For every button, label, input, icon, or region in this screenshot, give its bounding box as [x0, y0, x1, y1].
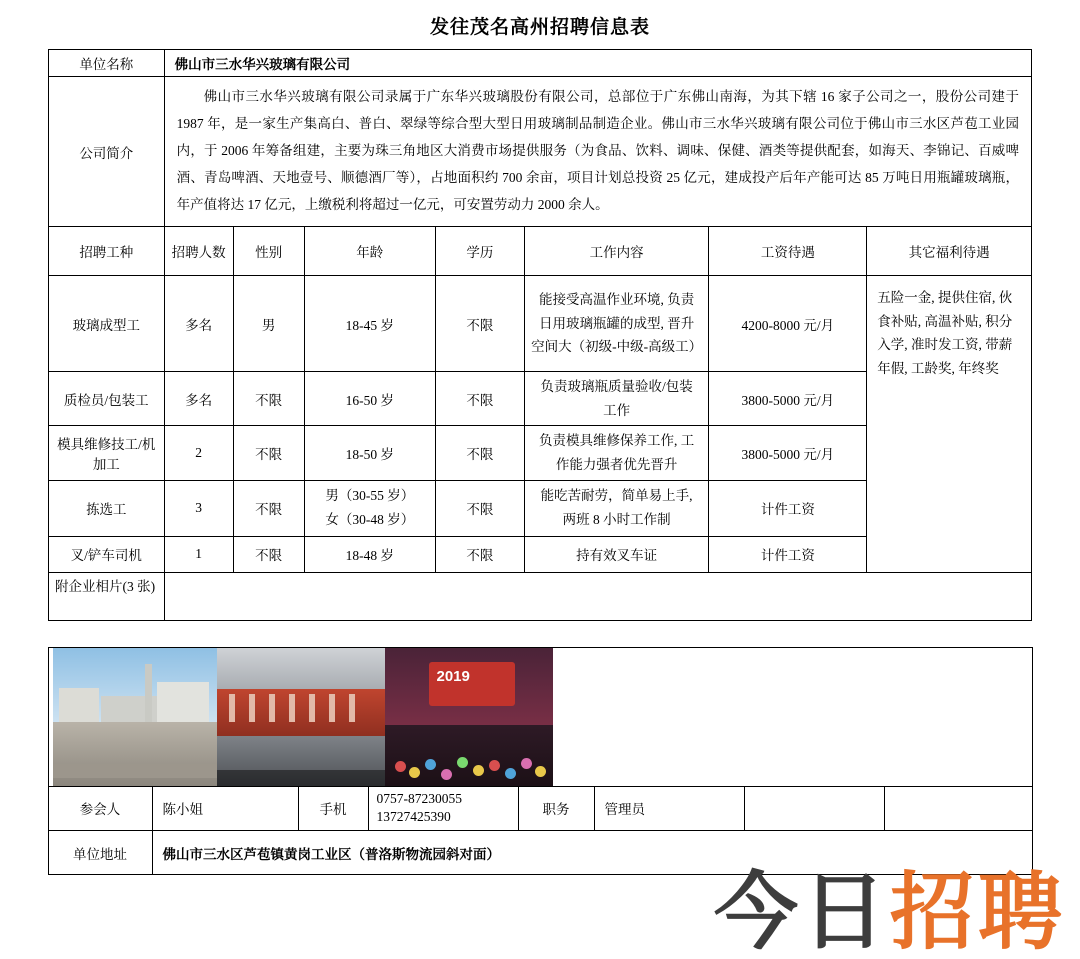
phone-line-2: 13727425390	[376, 809, 451, 825]
job-education: 不限	[435, 372, 524, 426]
company-intro-label: 公司简介	[49, 77, 165, 227]
job-name: 玻璃成型工	[49, 276, 165, 372]
job-education: 不限	[435, 426, 524, 480]
job-age: 18-45 岁	[304, 276, 435, 372]
photo-balloon	[409, 767, 420, 778]
job-gender: 不限	[233, 372, 304, 426]
table-header-row	[49, 227, 1032, 276]
job-count: 2	[164, 426, 233, 480]
contact-empty-cell	[744, 786, 884, 831]
job-content-line: 工作	[603, 402, 631, 418]
photos-cell	[48, 647, 1032, 786]
col-header-count: 招聘人数	[164, 227, 233, 276]
job-name: 叉/铲车司机	[49, 536, 165, 572]
address-row	[48, 831, 1032, 875]
production-line-photo	[217, 648, 385, 786]
col-header-content: 工作内容	[524, 227, 709, 276]
company-intro-text	[164, 77, 1031, 227]
job-content-line: 负责模具维修保养工作, 工	[538, 433, 695, 449]
job-count: 多名	[164, 276, 233, 372]
table-row-job	[49, 276, 1032, 372]
job-salary: 3800-5000 元/月	[709, 372, 867, 426]
photo-building	[59, 688, 99, 722]
photo-roller	[349, 694, 355, 722]
recruitment-table	[48, 49, 1032, 621]
job-age-line: 男（30-55 岁）	[325, 488, 415, 504]
job-content-line: 日用玻璃瓶罐的成型, 晋升	[538, 315, 695, 331]
position-label: 职务	[518, 786, 594, 831]
contact-empty-cell	[884, 786, 1032, 831]
page-title: 发往茂名高州招聘信息表	[429, 17, 650, 38]
job-age: 16-50 岁	[304, 372, 435, 426]
table-row-company-name	[49, 50, 1032, 77]
job-gender: 不限	[233, 426, 304, 480]
contact-row	[48, 786, 1032, 831]
attendee-label: 参会人	[48, 786, 152, 831]
watermark-part-2: 招聘	[889, 865, 1066, 959]
photos-note-label: 附企业相片(3 张)	[49, 572, 165, 620]
job-age-line: 女（30-48 岁）	[325, 512, 415, 527]
job-salary: 计件工资	[709, 536, 867, 572]
position-value: 管理员	[594, 786, 744, 831]
photo-roller	[309, 694, 315, 722]
photo-road	[53, 764, 217, 778]
job-education: 不限	[435, 480, 524, 536]
photos-row	[48, 647, 1032, 786]
phone-value	[368, 786, 518, 831]
company-event-photo	[385, 648, 553, 786]
photo-roller	[329, 694, 335, 722]
table-spacer	[0, 621, 1080, 647]
company-name-value: 佛山市三水华兴玻璃有限公司	[164, 50, 1031, 77]
job-age: 18-50 岁	[304, 426, 435, 480]
job-count: 多名	[164, 372, 233, 426]
photo-balloon	[457, 757, 468, 768]
photo-balloon	[425, 759, 436, 770]
company-intro-paragraph: 佛山市三水华兴玻璃有限公司录属于广东华兴玻璃股份有限公司，总部位于广东佛山南海，为其下辖 16 家子公司之一，股份公司建于 1987 年，是一家生产集高白、普白、翠绿等综合型大型日用玻璃制品制造企业。佛山市三水华兴玻璃有限公司位于佛山市三水区芦苞工业园内，于 2006 年筹备组建，主要为珠三角地区大消费市场提供服务（为食品、饮料、调味、保健、酒类等提供配套，如海天、李锦记、百威啤酒、青岛啤酒、天地壹号、顺德酒厂等），占地面积约 700 余亩，项目计划总投资 25 亿元，建成投产后年产能可达 85 万吨日用瓶罐玻璃瓶，年产值将达 17 亿元，上缴税利将超过一亿元，可安置劳动力 2000 余人。	[176, 89, 1019, 212]
phone-label: 手机	[298, 786, 368, 831]
factory-exterior-photo	[53, 648, 217, 786]
job-content	[524, 276, 709, 372]
photo-building	[157, 682, 209, 722]
job-content-line: 能吃苦耐劳，简单易上手,	[540, 488, 693, 504]
job-content	[524, 372, 709, 426]
job-gender: 男	[233, 276, 304, 372]
photo-roller	[249, 694, 255, 722]
photo-balloon	[521, 758, 532, 769]
photo-balloon	[395, 761, 406, 772]
job-name: 模具维修技工/机加工	[49, 426, 165, 480]
col-header-salary: 工资待遇	[709, 227, 867, 276]
watermark-part-1: 今日	[713, 865, 890, 959]
phone-line-1: 0757-87230055	[376, 790, 462, 806]
job-salary: 计件工资	[709, 480, 867, 536]
photo-roller	[269, 694, 275, 722]
photo-balloon	[473, 765, 484, 776]
benefits-cell: 五险一金, 提供住宿, 伙食补贴, 高温补贴, 积分入学, 准时发工资, 带薪年假, 工龄奖, 年终奖	[867, 276, 1032, 573]
job-gender: 不限	[233, 480, 304, 536]
job-content-line: 负责玻璃瓶质量验收/包装	[540, 379, 693, 394]
job-name: 质检员/包装工	[49, 372, 165, 426]
col-header-age: 年龄	[304, 227, 435, 276]
col-header-education: 学历	[435, 227, 524, 276]
job-salary: 4200-8000 元/月	[709, 276, 867, 372]
job-name: 拣选工	[49, 480, 165, 536]
job-content-line: 两班 8 小时工作制	[562, 512, 671, 527]
photo-roller	[229, 694, 235, 722]
col-header-job: 招聘工种	[49, 227, 165, 276]
photo-strip	[53, 648, 553, 786]
col-header-benefits: 其它福利待遇	[867, 227, 1032, 276]
photo-roller	[289, 694, 295, 722]
table-row-company-intro	[49, 77, 1032, 227]
photo-machine-body	[217, 689, 385, 736]
watermark	[713, 865, 1066, 959]
table-row-photos-note	[49, 572, 1032, 620]
job-salary: 3800-5000 元/月	[709, 426, 867, 480]
photo-balloon	[505, 768, 516, 779]
photos-contact-table	[48, 647, 1033, 876]
photo-year-text: 2019	[436, 667, 470, 685]
job-education: 不限	[435, 536, 524, 572]
job-age: 18-48 岁	[304, 536, 435, 572]
job-education: 不限	[435, 276, 524, 372]
job-content-line: 能接受高温作业环境, 负责	[538, 292, 695, 308]
photo-balloon	[535, 766, 546, 777]
photo-caption-bar	[217, 770, 385, 786]
col-header-gender: 性别	[233, 227, 304, 276]
job-content: 持有效叉车证	[524, 536, 709, 572]
photos-note-empty	[164, 572, 1031, 620]
job-content	[524, 480, 709, 536]
job-content-line: 空间大（初级-中级-高级工）	[531, 339, 703, 355]
job-count: 1	[164, 536, 233, 572]
address-label: 单位地址	[48, 831, 152, 875]
photo-balloon	[441, 769, 452, 780]
job-content	[524, 426, 709, 480]
attendee-value: 陈小姐	[152, 786, 298, 831]
job-count: 3	[164, 480, 233, 536]
company-name-label: 单位名称	[49, 50, 165, 77]
photo-chimney	[145, 664, 152, 722]
job-gender: 不限	[233, 536, 304, 572]
address-value: 佛山市三水区芦苞镇黄岗工业区（普洛斯物流园斜对面）	[152, 831, 1032, 875]
photo-balloon	[489, 760, 500, 771]
job-content-line: 作能力强者优先晋升	[555, 456, 678, 472]
job-age	[304, 480, 435, 536]
photo-ceiling	[217, 648, 385, 689]
